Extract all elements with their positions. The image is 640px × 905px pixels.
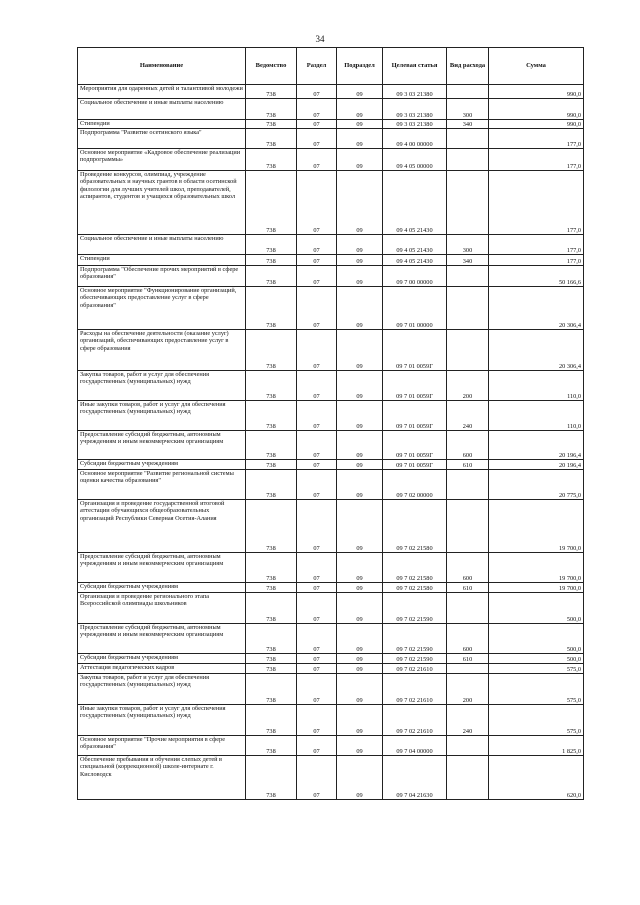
header-section: Раздел — [297, 48, 337, 85]
cell-subsection: 09 — [337, 624, 383, 654]
cell-sum: 177,0 — [489, 235, 584, 255]
cell-target-article: 09 7 01 00000 — [383, 287, 447, 330]
table-row — [78, 736, 584, 756]
table-row — [78, 401, 584, 431]
cell-target-article: 09 7 04 00000 — [383, 736, 447, 756]
cell-name: Обеспечение пребывания и обучения слепых детей в специальной (коррекционной) школе-интернате г. Кисловодск — [78, 756, 246, 800]
cell-name: Организация и проведение регионального этапа Всероссийской олимпиады школьников — [78, 593, 246, 624]
cell-section: 07 — [297, 460, 337, 470]
table-row — [78, 129, 584, 149]
cell-target-article: 09 7 01 0059Г — [383, 371, 447, 401]
cell-subsection: 09 — [337, 287, 383, 330]
cell-target-article: 09 7 02 21610 — [383, 674, 447, 705]
cell-subsection: 09 — [337, 470, 383, 500]
cell-target-article: 09 7 02 21580 — [383, 500, 447, 553]
cell-target-article: 09 7 02 21580 — [383, 583, 447, 593]
cell-section: 07 — [297, 431, 337, 460]
cell-target-article: 09 7 02 21610 — [383, 664, 447, 674]
cell-expense-type: 240 — [447, 705, 489, 736]
cell-section: 07 — [297, 654, 337, 664]
cell-department: 738 — [246, 705, 297, 736]
cell-section: 07 — [297, 330, 337, 371]
cell-department: 738 — [246, 500, 297, 553]
cell-department: 738 — [246, 583, 297, 593]
cell-department: 738 — [246, 129, 297, 149]
cell-section: 07 — [297, 736, 337, 756]
cell-subsection: 09 — [337, 255, 383, 266]
cell-sum: 575,0 — [489, 664, 584, 674]
cell-department: 738 — [246, 85, 297, 99]
cell-subsection: 09 — [337, 129, 383, 149]
table-row — [78, 99, 584, 120]
cell-section: 07 — [297, 129, 337, 149]
cell-target-article: 09 4 00 00000 — [383, 129, 447, 149]
table-row — [78, 266, 584, 287]
cell-target-article: 09 4 05 21430 — [383, 235, 447, 255]
cell-subsection: 09 — [337, 330, 383, 371]
cell-sum: 177,0 — [489, 129, 584, 149]
table-row — [78, 664, 584, 674]
cell-subsection: 09 — [337, 235, 383, 255]
cell-target-article: 09 4 05 21430 — [383, 255, 447, 266]
header-sum: Сумма — [489, 48, 584, 85]
cell-name: Социальное обеспечение и иные выплаты населению — [78, 99, 246, 120]
cell-name: Подпрограмма "Обеспечение прочих мероприятий в сфере образования" — [78, 266, 246, 287]
cell-target-article: 09 3 03 21380 — [383, 99, 447, 120]
cell-section: 07 — [297, 255, 337, 266]
table-header-row — [78, 48, 584, 85]
cell-sum: 990,0 — [489, 120, 584, 129]
cell-name: Закупка товаров, работ и услуг для обеспечения государственных (муниципальных) нужд — [78, 674, 246, 705]
cell-name: Иные закупки товаров, работ и услуг для обеспечения государственных (муниципальных) нужд — [78, 401, 246, 431]
cell-department: 738 — [246, 736, 297, 756]
table-row — [78, 330, 584, 371]
cell-section: 07 — [297, 624, 337, 654]
table-row — [78, 235, 584, 255]
cell-target-article: 09 4 05 00000 — [383, 149, 447, 171]
cell-sum: 20 306,4 — [489, 287, 584, 330]
cell-department: 738 — [246, 431, 297, 460]
cell-section: 07 — [297, 470, 337, 500]
cell-department: 738 — [246, 330, 297, 371]
cell-subsection: 09 — [337, 654, 383, 664]
cell-subsection: 09 — [337, 431, 383, 460]
cell-expense-type — [447, 593, 489, 624]
cell-department: 738 — [246, 171, 297, 235]
cell-expense-type: 600 — [447, 553, 489, 583]
cell-expense-type: 610 — [447, 460, 489, 470]
cell-name: Субсидии бюджетным учреждениям — [78, 460, 246, 470]
cell-expense-type — [447, 756, 489, 800]
cell-expense-type — [447, 664, 489, 674]
cell-target-article: 09 7 02 21580 — [383, 553, 447, 583]
cell-target-article: 09 7 02 21590 — [383, 624, 447, 654]
table-body — [78, 85, 584, 800]
cell-name: Мероприятия для одаренных детей и талантливой молодежи — [78, 85, 246, 99]
cell-name: Проведение конкурсов, олимпиад, учреждение образовательных и научных грантов в области осетинской филологии для лучших учителей школ, преподавателей, аспирантов, студентов и учащихся образовательных школ — [78, 171, 246, 235]
cell-department: 738 — [246, 371, 297, 401]
cell-expense-type: 610 — [447, 654, 489, 664]
cell-expense-type — [447, 470, 489, 500]
cell-expense-type: 300 — [447, 99, 489, 120]
cell-sum: 1 825,0 — [489, 736, 584, 756]
table-row — [78, 470, 584, 500]
cell-subsection: 09 — [337, 500, 383, 553]
table-row — [78, 674, 584, 705]
cell-name: Расходы на обеспечение деятельности (оказание услуг) организаций, обеспечивающих предоставление услуг в сфере образования — [78, 330, 246, 371]
cell-department: 738 — [246, 149, 297, 171]
cell-sum: 177,0 — [489, 255, 584, 266]
cell-subsection: 09 — [337, 149, 383, 171]
cell-target-article: 09 7 02 21610 — [383, 705, 447, 736]
cell-name: Субсидии бюджетным учреждениям — [78, 583, 246, 593]
cell-subsection: 09 — [337, 553, 383, 583]
cell-name: Закупка товаров, работ и услуг для обеспечения государственных (муниципальных) нужд — [78, 371, 246, 401]
cell-subsection: 09 — [337, 171, 383, 235]
cell-sum: 500,0 — [489, 593, 584, 624]
cell-expense-type — [447, 85, 489, 99]
cell-sum: 110,0 — [489, 401, 584, 431]
cell-expense-type: 610 — [447, 583, 489, 593]
cell-subsection: 09 — [337, 460, 383, 470]
cell-sum: 20 196,4 — [489, 460, 584, 470]
cell-subsection: 09 — [337, 371, 383, 401]
cell-expense-type — [447, 500, 489, 553]
budget-table — [77, 47, 584, 800]
table-row — [78, 593, 584, 624]
table-row — [78, 149, 584, 171]
table-row — [78, 624, 584, 654]
cell-sum: 20 196,4 — [489, 431, 584, 460]
cell-subsection: 09 — [337, 705, 383, 736]
cell-sum: 20 775,0 — [489, 470, 584, 500]
cell-name: Подпрограмма "Развитие осетинского языка" — [78, 129, 246, 149]
cell-subsection: 09 — [337, 583, 383, 593]
cell-section: 07 — [297, 500, 337, 553]
header-expense-type: Вид расхода — [447, 48, 489, 85]
cell-section: 07 — [297, 593, 337, 624]
cell-target-article: 09 7 02 21590 — [383, 654, 447, 664]
cell-department: 738 — [246, 460, 297, 470]
cell-section: 07 — [297, 149, 337, 171]
cell-sum: 19 700,0 — [489, 583, 584, 593]
cell-target-article: 09 7 01 0059Г — [383, 460, 447, 470]
cell-expense-type: 200 — [447, 371, 489, 401]
cell-sum: 50 166,6 — [489, 266, 584, 287]
cell-name: Предоставление субсидий бюджетным, автономным учреждениям и иным некоммерческим организациям — [78, 553, 246, 583]
cell-department: 738 — [246, 624, 297, 654]
cell-subsection: 09 — [337, 120, 383, 129]
table-row — [78, 460, 584, 470]
cell-department: 738 — [246, 674, 297, 705]
cell-expense-type — [447, 149, 489, 171]
cell-department: 738 — [246, 99, 297, 120]
cell-expense-type: 240 — [447, 401, 489, 431]
cell-section: 07 — [297, 674, 337, 705]
cell-target-article: 09 7 02 00000 — [383, 470, 447, 500]
cell-department: 738 — [246, 593, 297, 624]
table-row — [78, 500, 584, 553]
cell-sum: 19 700,0 — [489, 500, 584, 553]
table-row — [78, 255, 584, 266]
table-row — [78, 553, 584, 583]
cell-subsection: 09 — [337, 664, 383, 674]
cell-sum: 620,0 — [489, 756, 584, 800]
cell-department: 738 — [246, 235, 297, 255]
cell-name: Иные закупки товаров, работ и услуг для обеспечения государственных (муниципальных) нужд — [78, 705, 246, 736]
cell-expense-type — [447, 330, 489, 371]
header-department: Ведомство — [246, 48, 297, 85]
cell-section: 07 — [297, 235, 337, 255]
cell-expense-type: 340 — [447, 255, 489, 266]
cell-section: 07 — [297, 553, 337, 583]
cell-expense-type — [447, 736, 489, 756]
cell-section: 07 — [297, 171, 337, 235]
page-number: 34 — [315, 34, 325, 44]
cell-subsection: 09 — [337, 593, 383, 624]
table-row — [78, 371, 584, 401]
cell-expense-type — [447, 129, 489, 149]
header-target-article: Целевая статья — [383, 48, 447, 85]
table-row — [78, 287, 584, 330]
cell-target-article: 09 7 04 21630 — [383, 756, 447, 800]
table-row — [78, 171, 584, 235]
cell-expense-type — [447, 171, 489, 235]
cell-subsection: 09 — [337, 401, 383, 431]
cell-department: 738 — [246, 470, 297, 500]
cell-department: 738 — [246, 255, 297, 266]
cell-name: Стипендии — [78, 120, 246, 129]
cell-target-article: 09 7 01 0059Г — [383, 401, 447, 431]
cell-expense-type: 200 — [447, 674, 489, 705]
cell-sum: 20 306,4 — [489, 330, 584, 371]
cell-name: Социальное обеспечение и иные выплаты населению — [78, 235, 246, 255]
cell-expense-type: 340 — [447, 120, 489, 129]
cell-subsection: 09 — [337, 674, 383, 705]
cell-expense-type — [447, 266, 489, 287]
cell-sum: 500,0 — [489, 654, 584, 664]
header-subsection: Подраздел — [337, 48, 383, 85]
cell-section: 07 — [297, 85, 337, 99]
cell-section: 07 — [297, 401, 337, 431]
cell-expense-type: 600 — [447, 431, 489, 460]
cell-department: 738 — [246, 654, 297, 664]
cell-name: Субсидии бюджетным учреждениям — [78, 654, 246, 664]
cell-department: 738 — [246, 287, 297, 330]
cell-name: Предоставление субсидий бюджетным, автономным учреждениям и иным некоммерческим организациям — [78, 624, 246, 654]
cell-subsection: 09 — [337, 756, 383, 800]
cell-department: 738 — [246, 120, 297, 129]
cell-sum: 575,0 — [489, 705, 584, 736]
cell-target-article: 09 7 01 0059Г — [383, 330, 447, 371]
cell-target-article: 09 3 03 21380 — [383, 120, 447, 129]
cell-target-article: 09 7 02 21590 — [383, 593, 447, 624]
cell-section: 07 — [297, 371, 337, 401]
cell-target-article: 09 4 05 21430 — [383, 171, 447, 235]
cell-name: Основное мероприятие «Кадровое обеспечение реализации подпрограммы» — [78, 149, 246, 171]
cell-section: 07 — [297, 99, 337, 120]
cell-section: 07 — [297, 705, 337, 736]
table-row — [78, 654, 584, 664]
cell-section: 07 — [297, 120, 337, 129]
cell-department: 738 — [246, 266, 297, 287]
cell-department: 738 — [246, 401, 297, 431]
table-row — [78, 705, 584, 736]
cell-name: Предоставление субсидий бюджетным, автономным учреждениям и иным некоммерческим организациям — [78, 431, 246, 460]
cell-sum: 19 700,0 — [489, 553, 584, 583]
cell-sum: 110,0 — [489, 371, 584, 401]
cell-sum: 575,0 — [489, 674, 584, 705]
cell-name: Организация и проведение государственной итоговой аттестации обучающихся общеобразовательных организаций Республики Северная Осетия-Алания — [78, 500, 246, 553]
cell-target-article: 09 7 01 0059Г — [383, 431, 447, 460]
cell-name: Основное мероприятие "Развитие региональной системы оценки качества образования" — [78, 470, 246, 500]
cell-section: 07 — [297, 664, 337, 674]
header-name: Наименование — [78, 48, 246, 85]
cell-subsection: 09 — [337, 99, 383, 120]
cell-sum: 990,0 — [489, 99, 584, 120]
cell-sum: 177,0 — [489, 171, 584, 235]
cell-section: 07 — [297, 583, 337, 593]
cell-name: Аттестация педагогических кадров — [78, 664, 246, 674]
cell-target-article: 09 7 00 00000 — [383, 266, 447, 287]
cell-sum: 500,0 — [489, 624, 584, 654]
cell-sum: 177,0 — [489, 149, 584, 171]
cell-sum: 990,0 — [489, 85, 584, 99]
cell-department: 738 — [246, 756, 297, 800]
cell-expense-type — [447, 287, 489, 330]
table-row — [78, 583, 584, 593]
cell-name: Основное мероприятие "Функционирование организаций, обеспечивающих предоставление услуг в сфере образования" — [78, 287, 246, 330]
table-row — [78, 756, 584, 800]
cell-department: 738 — [246, 553, 297, 583]
cell-expense-type: 600 — [447, 624, 489, 654]
cell-target-article: 09 3 03 21380 — [383, 85, 447, 99]
table-row — [78, 120, 584, 129]
cell-expense-type: 300 — [447, 235, 489, 255]
cell-name: Основное мероприятие "Прочие мероприятия в сфере образования" — [78, 736, 246, 756]
cell-department: 738 — [246, 664, 297, 674]
cell-section: 07 — [297, 756, 337, 800]
cell-name: Стипендии — [78, 255, 246, 266]
cell-subsection: 09 — [337, 85, 383, 99]
cell-section: 07 — [297, 266, 337, 287]
cell-subsection: 09 — [337, 736, 383, 756]
cell-subsection: 09 — [337, 266, 383, 287]
table-row — [78, 431, 584, 460]
table-row — [78, 85, 584, 99]
cell-section: 07 — [297, 287, 337, 330]
